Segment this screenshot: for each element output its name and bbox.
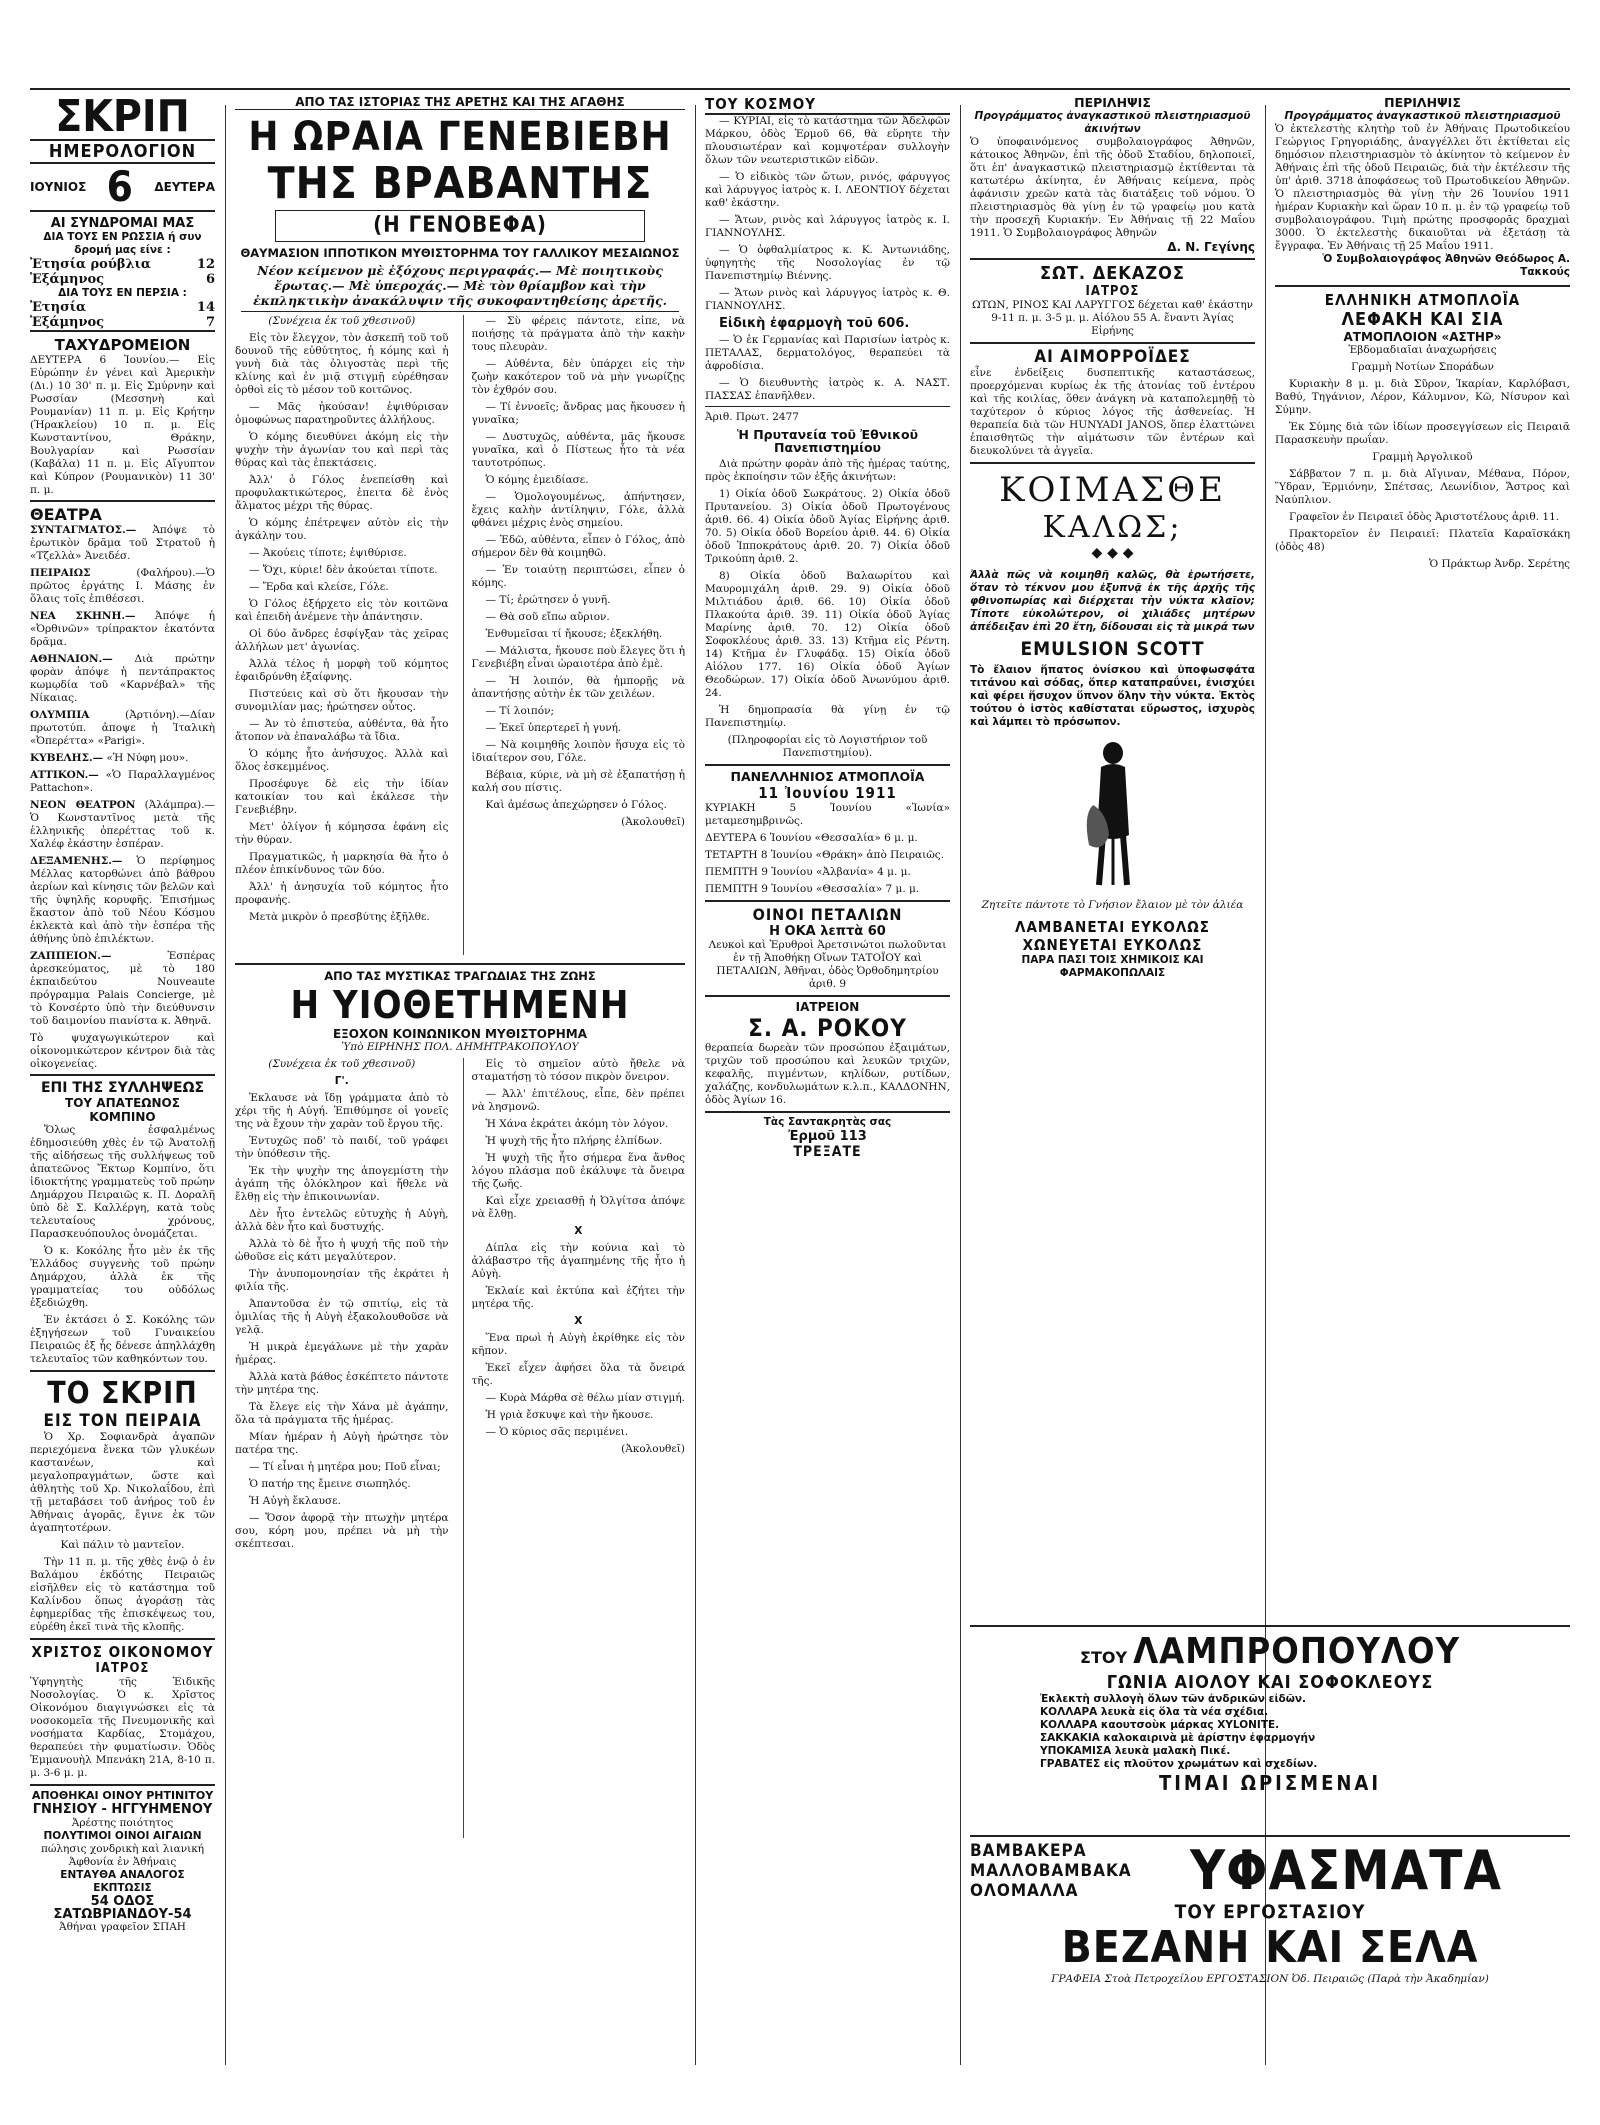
paragraph: — Ἔρδα καὶ κλείσε, Γόλε. <box>249 581 389 593</box>
sailing-line: ΚΥΡΙΑΚΗ 5 Ἰουνίου «Ἰωνία» μεταμεσημβρινῶς. <box>705 802 950 827</box>
serial1-title-1: Η ΩΡΑΙΑ ΓΕΝΕΒΙΕΒΗ <box>248 114 672 160</box>
paragraph: — Ἀκούεις τίποτε; ἐψιθύρισε. <box>249 547 407 559</box>
fabric-left-1: ΒΑΜΒΑΚΕΡΑ <box>970 1841 1087 1861</box>
paragraph: Ὁ πατήρ της ἔμεινε σιωπηλός. <box>249 1478 411 1490</box>
shipping-sub: ΛΕΦΑΚΗ ΚΑΙ ΣΙΑ <box>1341 309 1504 330</box>
theatre-name: ΠΕΙΡΑΙΩΣ <box>30 567 91 579</box>
theatre-text: Ὁ περίφημος Μέλλας κατορθώνει ἀπὸ βάθρου ἀερίων καὶ κίνησις τῶν βελῶν καὶ τῆς ὑψηλῆς κορυφῆς. Ἐπισήμως ἕκαστον ἀπὸ τοῦ Νέου Κόσμου ἐκλεκτὰ καὶ ἀπὸ τὴν ἑσπέρα τῆς ἀθήνης ὑπὸ ἐπιλέκτων. <box>30 855 215 945</box>
auction-block <box>705 764 950 896</box>
paragraph: — Ὁ ἐκ Γερμανίας καὶ Παρισίων ἰατρὸς κ. ΠΕΤΑΛΑΣ, δερματολόγος, θεραπεύει τὰ ἀφροδίσια. <box>705 334 950 372</box>
ornament-icon: ◆ ◆ ◆ <box>1091 545 1134 561</box>
tonic-heading-1: ΑΠΟΘΗΚΑΙ ΟΙΝΟΥ ΡΗΤΙΝΙΤΟΥ <box>30 1784 215 1802</box>
clinic-block <box>705 995 950 1107</box>
serial2-left <box>235 1058 449 1838</box>
shipping-ship: ΑΤΜΟΠΛΟΙΟΝ «ΑΣΤΗΡ» <box>1343 330 1502 344</box>
theatre-text: Διὰ πρώτην φορὰν ἀπόψε ἡ πεντάπρακτος κωμῳδία τοῦ «Καρνέβαλ» τῆς Νίκαιας. <box>30 653 215 704</box>
doctor2-block <box>970 258 1255 338</box>
paragraph: Ἡ γριὰ ἔσκυψε καὶ τὴν ἤκουσε. <box>485 1409 654 1421</box>
auction-heading: ΠΑΝΕΛΛΗΝΙΟΣ ΑΤΜΟΠΛΟΪΑ <box>730 769 925 784</box>
paragraph: — Ὁ κύριος σᾶς περιμένει. <box>485 1426 629 1438</box>
notice1-sign: Δ. Ν. Γεγίνης <box>1167 240 1255 254</box>
paragraph: Εἰδικὴ ἐφαρμογὴ τοῦ 606. <box>719 316 910 331</box>
paragraph: Ἐκεῖ εἶχεν ἀφήσει ὅλα τὰ ὄνειρά τῆς. <box>471 1362 685 1387</box>
paragraph: Ἡ δημοπρασία θὰ γίνῃ ἐν τῷ Πανεπιστημίῳ. <box>705 704 950 729</box>
sleep-text-2: Τὸ ἔλαιον ἥπατος ὀνίσκου καὶ ὑποφωσφάτα τιτάνου καὶ σόδας, ὅπερ καταπραΰνει, ἐνισχύει καὶ φέρει ἥσυχον ὕπνον ὅλην τὴν νύκτα. Ἐκτὸς τούτου ὁ ἱστὸς καθίσταται εὔρωστος, ἰσχυρὸς καὶ λάμπει τὸ πρόσωπον. <box>970 664 1255 728</box>
paragraph: Ὁ Γόλος ἐξήρχετο εἰς τὸν κοιτῶνα καὶ ἐπειδὴ ἀνέμενε τὴν ἀπάντησιν. <box>235 598 449 623</box>
theatre-text: (Φαλήρου).—Ὁ πρῶτος ἐργάτης Ι. Μάσης ἐν ὅλαις τοῖς ἐπιθέσεσι. <box>30 567 215 605</box>
paragraph: — Ἡ λοιπόν, θὰ ἠμπορῇς νὰ ἀπαντήσῃς αὐτὴν ἐκ τῶν χειλέων. <box>471 675 685 700</box>
serial1-subtitle: ΘΑΥΜΑΣΙΟΝ ΙΠΠΟΤΙΚΟΝ ΜΥΘΙΣΤΟΡΗΜΑ ΤΟΥ ΓΑΛΛΙΚΟΥ ΜΕΣΑΙΩΝΟΣ <box>240 246 680 260</box>
masthead-weekday: ΔΕΥΤΕΡΑ <box>154 180 215 194</box>
wine-block <box>705 900 950 991</box>
paragraph: — Μάλιστα, ἤκουσε ποὺ ἔλεγες ὅτι ἡ Γενεβιέβη εἶναι ὡραιοτέρα ἀπὸ ἐμὲ. <box>471 645 685 670</box>
paragraph: Ἀλλὰ τὸ δὲ ἦτο ἡ ψυχή τῆς ποῦ τὴν ὠθοῦσε εἰς κάτι μεγαλύτερον. <box>235 1238 449 1263</box>
theatre-name: ΑΘΗΝΑΙΟΝ.— <box>30 653 113 665</box>
paragraph: — Αὐθέντα, δὲν ὑπάρχει εἰς τὴν ζωὴν κακότερον τοῦ νὰ μὴν γνωρίζῃς τὸν ἐχθρόν σου. <box>471 358 685 396</box>
sub-value: 12 <box>196 257 215 272</box>
sleep-buy-3: ΠΑΡΑ ΠΑΣΙ ΤΟΙΣ ΧΗΜΙΚΟΙΣ ΚΑΙ ΦΑΡΜΑΚΟΠΩΛΑΙΣ <box>1021 954 1204 979</box>
paragraph: Οἱ δύο ἄνδρες ἐσφίγξαν τὰς χεῖρας ἀλλήλων μετ' ἀγωνίας. <box>235 628 449 653</box>
theatre-text: Ἀπόψε ἡ «Ὀρθινῶν» τρίπρακτον ἑκατόντα δρᾶμα. <box>30 610 215 648</box>
paragraph: Ἐκ τὴν ψυχὴν της ἀπογεμίστη τὴν ἀγάπη τῆς ὁλόκληρον καὶ ἤθελε νὰ ἔλθῃ εἰς τὴν ἐπικοινωνίαν. <box>235 1165 449 1203</box>
tonic-line: Ἀθήναι γραφεῖον ΣΠΑΗ <box>59 1921 186 1933</box>
shipping-line: Κυριακὴν 8 μ. μ. διὰ Σῦρον, Ἰκαρίαν, Καρλόβασι, Βαθύ, Τηγάνιον, Λέρον, Κάλυμνον, Κῶ, Νίσυρον καὶ Σύμην. <box>1275 378 1570 416</box>
sleep-caption: Ζητεῖτε πάντοτε τὸ Γνήσιον ἔλαιον μὲ τὸν ἁλιέα <box>981 899 1244 911</box>
section-number: Γ'. <box>334 1075 349 1087</box>
bottom-ad-line-3: ΤΡΕΞΑΤΕ <box>793 1144 862 1160</box>
fisherman-icon <box>970 735 1255 899</box>
subscriptions-russia: ΔΙΑ ΤΟΥΣ ΕΝ ΡΩΣΣΙΑ ή συν δρομή μας είνε : <box>43 231 202 256</box>
paragraph: 8) Οἰκία ὁδοῦ Βαλαωρίτου καὶ Μαυρομιχάλη ἀριθ. 29. 9) Οἰκία ὁδοῦ Μιλτιάδου ἀριθ. 66. 10) Οἰκία ὁδοῦ Πλακούτα ἀριθ. 39. 11) Οἰκία ὁδοῦ Ἁγίας Μαρίνης ἀριθ. 70. 12) Οἰκία ὁδοῦ Σοφοκλέους ἀριθ. 33. 13) Κτῆμα εἰς Ρέντη. 14) Κτῆμα ἐν Γλυφάδᾳ. 15) Οἰκία ὁδοῦ Αἰόλου 177. 16) Οἰκία ὁδοῦ Ἀγίων Θεοδώρων. 17) Οἰκία ὁδοῦ Ἀνωνύμου ἀριθ. 24. <box>705 570 950 699</box>
notice1-text: Ὁ ὑποφαινόμενος συμβολαιογράφος Ἀθηνῶν, κάτοικος Ἀθηνῶν, ἐπὶ τῆς ὁδοῦ Σταδίου, δηλοποιεῖ, ὅτι ἐπ' ἀναγκαστικῷ πλειστηριασμῷ ἐκτίθενται τὰ κατωτέρω ἀκίνητα, ἐν Ἀθήναις κείμενα, πρὸς ἀφάνισιν χρεῶν κατὰ τὰς διατάξεις τοῦ νόμου. Ὁ πλειστηριασμὸς θὰ γίνῃ ἐν τῷ γραφείῳ μου κατὰ τὴν προσεχῆ Κυριακήν. Ἐν Ἀθήναις τῇ 22 Μαΐου 1911. Ὁ Συμβολαιογράφος Ἀθηνῶν <box>970 136 1255 239</box>
lampropoulos-line: ΓΡΑΒΑΤΕΣ εἰς πλοῦτον χρωμάτων καὶ σχεδίων. <box>1040 1758 1318 1770</box>
paragraph: Εἰς τὸν ἔλεγχον, τὸν ἀσκεπῆ τοῦ τοῦ δουνοῦ τῆς εὐθύτητος, ἡ κόμης καὶ ἡ γυνὴ διὰ τὰς ὀλιγοστὰς περὶ τῆς κλίνης καὶ ἐν μιᾷ στιγμῇ εὐρέθησαν ὁρθοὶ εἰς τὸ μέσον τοῦ κοιτῶνος. <box>235 332 449 396</box>
paragraph: — Δυστυχῶς, αὐθέντα, μᾶς ἤκουσε γυναῖκα, καὶ ὁ Πίστεως ἦτο τὰ νέα ταυτοτρόπως. <box>471 431 685 469</box>
university-heading: Ἡ Πρυτανεία τοῦ Ἐθνικοῦ Πανεπιστημίου <box>736 427 919 455</box>
sub-label: Ἐτησία <box>30 300 87 315</box>
serial1-title-3: (Η ΓΕΝΟΒΕΦΑ) <box>275 210 645 242</box>
paragraph: — Τί λοιπόν; <box>485 705 555 717</box>
paragraph: Καὶ ἀμέσως ἀπεχώρησεν ὁ Γόλος. <box>485 799 667 811</box>
paragraph: — Ἄτων ρινὸς καὶ λάρυγγος ἰατρὸς κ. Θ. ΓΙΑΝΝΟΥΛΗΣ. <box>705 287 950 312</box>
lampropoulos-line: ΚΟΛΛΑΡΑ λευκὰ εἰς ὅλα τὰ νέα σχέδια. <box>1040 1706 1269 1718</box>
paragraph: — Ἀλλ' ἐπιτέλους, εἶπε, δὲν πρέπει νὰ λησμονῶ. <box>471 1088 685 1113</box>
wine-price: Η ΟΚΑ λεπτὰ 60 <box>769 924 886 939</box>
theatre-text: (Ἀρτιόνη).—Δίαν πρωτοτύπ. ἀποψε ἡ Ἰταλικὴ «Ὀπερέττα» «Parigi». <box>30 709 215 747</box>
paragraph: Διὰ πρώτην φορὰν ἀπὸ τῆς ἡμέρας ταύτης, πρὸς ἐκποίησιν τῶν ἑξῆς ἀκινήτων: <box>705 458 950 483</box>
paragraph: Ἐκλαίε καὶ ἐκτύπα καὶ ἐζήτει τὴν μητέρα τῆς. <box>471 1285 685 1310</box>
hemorrhoids-heading: ΑΙ ΑΙΜΟΡΡΟΪΔΕΣ <box>1034 347 1191 367</box>
theatre-text: (Ἀλάμπρα).— Ὁ Κωνσταντῖνος μετὰ τῆς ἑλληνικῆς ὀπερέττας τοῦ κ. Χαλέφ ἐκάστην ἑσπέραν. <box>30 799 215 850</box>
fabric-left-2: ΜΑΛΛΟΒΑΜΒΑΚΑ <box>970 1861 1132 1881</box>
column-divider <box>960 105 961 2065</box>
sleep-brand: EMULSION SCOTT <box>1020 638 1205 660</box>
notice2-sign: Ὁ Συμβολαιογράφος Ἀθηνῶν Θεόδωρος Α. Τακκούς <box>1322 253 1570 278</box>
paragraph: Προσέφυγε δὲ εἰς τὴν ἰδίαν κατοικίαν του καὶ ἐκάλεσε τὴν Γενεβιέβην. <box>235 778 449 816</box>
paragraph: — Μᾶς ἠκούσαν! ἐψιθύρισαν ὁμοφώνως παρατηροῦντες ἀλλήλους. <box>235 401 449 426</box>
paragraph: Ἀλλ' ὁ Γόλος ἐνεπείσθη καὶ προφυλακτικώτερος, ἐπειτα δὲ ἐνὸς ἄλματος μέχρι τῆς θύρας. <box>235 474 449 512</box>
continued-note: (Συνέχεια ἐκ τοῦ χθεσινοῦ) <box>268 315 416 327</box>
shipping-line: Γραφεῖον ἐν Πειραιεῖ ὁδὸς Ἀριστοτέλους ἀριθ. 11. <box>1289 511 1560 523</box>
clinic-text: θεραπεία δωρεὰν τῶν προσώπου ἐξαιμάτων, τριχῶν τοῦ προσώπου καὶ λευκῶν τριχῶν, κεφαλῆς, πιγμέντων, κηλίδων, ρυτίδων, χαλάζης, κονδυλωμάτων κ.λ.π., ΚΑΛΔΟΝΗΝ, ὁδὸς Ἀγίων 16. <box>705 1042 950 1106</box>
paragraph: Ἀλλὰ τέλος ἡ μορφὴ τοῦ κόμητος ἐφαιδρύνθη ἐξαίφνης. <box>235 658 449 683</box>
paragraph: Μετὰ μικρὸν ὁ πρεσβύτης ἐξῆλθε. <box>249 911 430 923</box>
paragraph: — Ὅσον ἀφορᾷ τὴν πτωχὴν μητέρα σου, κόρη μου, πρέπει νὰ μὴ τὴν σκέπτεσαι. <box>235 1512 449 1550</box>
paragraph: Βέβαια, κύριε, νὰ μὴ σὲ ἐξαπατήσῃ ἡ καλή σου πίστις. <box>471 769 685 794</box>
paragraph: 1) Οἰκία ὁδοῦ Σωκράτους. 2) Οἰκία ὁδοῦ Πρυτανείου. 3) Οἰκία ὁδοῦ Πρωτογένους ἀριθ. 66. 4) Οἰκία ὁδοῦ Ἀγίας Εἰρήνης ἀριθ. 70. 5) Οἰκία ὁδοῦ Βορείου ἀριθ. 44. 6) Οἰκία ὁδοῦ Ἱπποκράτους ἀριθ. 20. 7) Οἰκία ὁδοῦ Τρικούπη ἀριθ. 2. <box>705 488 950 565</box>
paragraph: Τὴν ἀνυπομονησίαν τῆς ἐκράτει ἡ φιλία τῆς. <box>235 1268 449 1293</box>
theatre-name: ΣΥΝΤΑΓΜΑΤΟΣ.— <box>30 524 137 536</box>
serial1-left <box>235 315 449 955</box>
serial1-right <box>463 315 686 955</box>
paragraph: — Ὁ διευθυντὴς ἰατρὸς κ. Α. ΝΑΣΤ. ΠΑΣΣΑΣ ἐπανῆλθεν. <box>705 377 950 407</box>
column-serials <box>235 95 685 2085</box>
masthead-month: ΙΟΥΝΙΟΣ <box>30 180 87 194</box>
sub-label: Ἑξάμηνος <box>30 272 105 287</box>
paragraph: Πιστεύεις καὶ σὺ ὅτι ἤκουσαν τὴν συνομιλίαν μας; ἠρώτησεν οὗτος. <box>235 688 449 713</box>
notice2-text: Ὁ ἐκτελεστὴς κλητὴρ τοῦ ἐν Ἀθήναις Πρωτοδικείου Γεώργιος Γρηγοριάδης, ἀναγγέλλει ὅτι ἐκτίθεται εἰς δημόσιον πλειστηριασμὸν τὸ ἀκίνητον τὸ κείμενον ἐν Ἀθήναις ἐπὶ τῆς ὁδοῦ Πειραιῶς, διὰ τὴν ἐκτέλεσιν τῆς ὑπ' ἀριθ. 3718 ἀποφάσεως τοῦ Πρωτοδικείου Ἀθηνῶν. Ὁ πλειστηριασμὸς θὰ γίνῃ τὴν 26 Ἰουνίου 1911 ἡμέραν Κυριακὴν καὶ ὥραν 10 π. μ. ἐν τῷ γραφείῳ τοῦ συμβολαιογράφου. Τιμὴ πρώτης προσφορᾶς δραχμαὶ 3000. Ὁ ἐκτελεστὴς δικαιοῦται νὰ ἐξετάσῃ τὰ ἔγγραφα. Ἐν Ἀθήναις τῇ 25 Μαΐου 1911. <box>1275 123 1570 252</box>
lampropoulos-line: ΚΟΛΛΑΡΑ καουτσοὺκ μάρκας XYLONITE. <box>1040 1719 1280 1731</box>
bottom-ad <box>705 1111 950 1160</box>
paragraph: — Ἐν τοιαύτῃ περιπτώσει, εἶπεν ὁ κόμης. <box>471 564 685 589</box>
notice1-heading: ΠΕΡΙΛΗΨΙΣ <box>1074 95 1151 110</box>
subscriptions-persia: ΔΙΑ ΤΟΥΣ ΕΝ ΠΕΡΣΙΑ : <box>58 287 187 299</box>
paragraph: — Ὄχι, κύριε! δὲν ἀκούεται τίποτε. <box>249 564 438 576</box>
paragraph: Ἐκλαυσε νὰ ἴδῃ γράμματα ἀπὸ τὸ χέρι τῆς ἡ Αὐγή. Ἐπιθύμησε οἱ γονεῖς της νὰ ἔχουν τὴν χαρὰν τοῦ ἔργου τῆς. <box>235 1092 449 1130</box>
serial2-right <box>463 1058 686 1838</box>
paragraph: Μίαν ἡμέραν ἡ Αὐγὴ ἠρώτησε τὸν πατέρα της. <box>235 1431 449 1456</box>
paragraph: Ἀλλ' ἡ ἀνησυχία τοῦ κόμητος ἦτο προφανής. <box>235 881 449 906</box>
paragraph: — Ὁμολογουμένως, ἀπήντησεν, ἔχεις καλὴν ἀντίληψιν, Γόλε, ἀλλὰ φθάνει μέχρις ἐνὸς σημείου. <box>471 491 685 529</box>
fabric-address: ΓΡΑΦΕΙΑ Στοὰ Πετροχείλου ΕΡΓΟΣΤΑΣΙΟΝ Ὀδ. Πειραιῶς (Παρὰ τὴν Ἀκαδημίαν) <box>1051 1973 1489 1985</box>
theatres-list <box>30 524 215 1076</box>
auction-lines <box>705 802 950 896</box>
paragraph: Ἡ ψυχὴ τῆς ἦτο πλήρης ἐλπίδων. <box>485 1135 663 1147</box>
serial1-deck: Νέον κείμενον μὲ ἐξόχους περιγραφάς.— Μὲ ποιητικοὺς ἔρωτας.— Μὲ ὑπεροχάς.— Μὲ τὸν θρίαμβον καὶ τὴν ἐκπληκτικὴν ἀνακάλυψιν τῆς συκοφαντηθείσης ἀρετῆς. <box>241 263 679 312</box>
theatre-text: «Ἡ Νύφη μου». <box>106 752 189 764</box>
shipping-line: Πρακτορεῖον ἐν Πειραιεῖ: Πλατεῖα Καραϊσκάκη (ὁδὸς 48) <box>1275 528 1570 553</box>
paragraph: Ἡ ψυχὴ τῆς ἦτο σήμερα ἕνα ἄνθος λόγου πλάσμα ποῦ ἐκάλυψε τὰ ὄνειρα τῆς ζωῆς. <box>471 1152 685 1190</box>
serial2-columns <box>235 1058 685 1838</box>
shipping-line: Ἐκ Σύμης διὰ τῶν ἰδίων προσεγγίσεων εἰς Πειραιᾶ Παρασκευὴν πρωΐαν. <box>1275 421 1570 446</box>
lampropoulos-pre: ΣΤΟΥ <box>1080 1648 1128 1667</box>
piraeus-body <box>30 1431 215 1634</box>
paragraph: Ὁ Χρ. Σοφιανδρὰ ἀγαπῶν περιεχόμενα ἔνεκα τῶν γλυκέων καστανέων, καὶ μεγαλοπραγμάτων, ὥστε καὶ ἀθλητὴς τοῦ Χρ. Νικολαΐδου, ἐπὶ τῇ μεταβάσει τοῦ ἀνήρος τοῦ ἐν Ἀθήναις ἀγορᾶς, ἔγινε ἐκ τῶν ἀγαπητοτέρων. <box>30 1431 215 1534</box>
theatre-name: ΔΕΞΑΜΕΝΗΣ.— <box>30 855 123 867</box>
tonic-line: Ἀρέστης ποιότητος <box>71 1817 174 1829</box>
to-be-continued: (Ἀκολουθεῖ) <box>621 816 685 828</box>
paragraph: — Ἀν τὸ ἐπιστεύα, αὐθέντα, θὰ ἦτο ἄτοπον νὰ ἐπαναλάβω τὰ ἴδια. <box>235 718 449 743</box>
shipping-heading: ΕΛΛΗΝΙΚΗ ΑΤΜΟΠΛΟΪΑ <box>1324 291 1521 309</box>
paragraph: Ἡ Αὐγὴ ἔκλαυσε. <box>249 1495 341 1507</box>
theatre-name: ΟΛΥΜΠΙΑ <box>30 709 90 721</box>
paragraph: — Σὺ φέρεις πάντοτε, εἶπε, νὰ ποιήσῃς τὰ πράγματα ἀπὸ τὴν κακὴν τους πλευρὰν. <box>471 315 685 353</box>
paragraph: Ἕνα πρωὶ ἡ Αὐγὴ ἐκρίθηκε εἰς τὸν κῆπον. <box>471 1332 685 1357</box>
fabric-factory: ΤΟΥ ΕΡΓΟΣΤΑΣΙΟΥ <box>1174 1901 1366 1923</box>
lampropoulos-line: ΣΑΚΚΑΚΙΑ καλοκαιρινὰ μὲ ἀρίστην ἐφαρμογήν <box>1040 1732 1316 1744</box>
piraeus-heading-2: ΕΙΣ ΤΟΝ ΠΕΙΡΑΙΑ <box>43 1411 202 1431</box>
newspaper-page <box>30 95 1570 2085</box>
notice1-sub: Προγράμματος ἀναγκαστικοῦ πλειστηριασμοῦ ἀκινήτων <box>974 110 1251 135</box>
serial2 <box>235 963 685 1838</box>
paragraph: Δὲν ἦτο ἐντελῶς εὐτυχὴς ἡ Αὐγὴ, ἀλλὰ δὲν ἦτο καὶ δυστυχής. <box>235 1208 449 1233</box>
fabric-left-3: ΟΛΟΜΑΛΛΑ <box>970 1881 1079 1901</box>
theatres-heading: ΘΕΑΤΡΑ <box>30 505 102 524</box>
shipping-line: Γραμμὴ Νοτίων Σποράδων <box>1351 361 1494 373</box>
lampropoulos-prices: ΤΙΜΑΙ ΩΡΙΣΜΕΝΑΙ <box>1158 1771 1382 1795</box>
paragraph: Ἐνθυμεῖσαι τί ἤκουσε; ἐξεκλήθη. <box>485 628 663 640</box>
paragraph: Πραγματικῶς, ἡ μαρκησία θὰ ἦτο ὁ πλέον ἐπικίνδυνος τῶν δύο. <box>235 851 449 876</box>
doctor-text: Ὑφηγητὴς τῆς Ἐιδικῆς Νοσολογίας. Ὁ κ. Χρῖστος Οἰκονόμου διαγιγνώσκει εἰς τὰ νοσοκομεῖα τῆς Πνευμονικῆς καὶ νοσήματα Καρδίας, Στομάχου, θεραπεύει τὴν φυματίωσιν. Ὁδὸς Ἐμμανουὴλ Μπενάκη 21Α, 8-10 π. μ. 3-6 μ. μ. <box>30 1676 215 1779</box>
tonic-lines <box>30 1817 215 1934</box>
paragraph: — Τί; ἐρώτησεν ὁ γυνῆ. <box>485 594 611 606</box>
theatre-text: «Ὁ Παραλλαγμένος Pattachon». <box>30 769 215 794</box>
paragraph: Ὁ κόμης ἐμειδίασε. <box>485 474 589 486</box>
serial1-kicker: ΑΠΟ ΤΑΣ ΙΣΤΟΡΙΑΣ ΤΗΣ ΑΡΕΤΗΣ ΚΑΙ ΤΗΣ ΑΓΑΘΗΣ <box>235 95 685 110</box>
world-body <box>705 115 950 760</box>
theatre-name: ΝΕΟΝ ΘΕΑΤΡΟΝ <box>30 799 136 811</box>
sleep-buy-2: ΧΩΝΕΥΕΤΑΙ ΕΥΚΟΛΩΣ <box>1022 936 1203 954</box>
lampropoulos-name: ΛΑΜΠΡΟΠΟΥΛΟΥ <box>1133 1631 1460 1672</box>
paragraph: — Τί εἶναι ἡ μητέρα μου; Ποῦ εἶναι; <box>249 1461 441 1473</box>
subscriptions-heading: ΑΙ ΣΥΝΔΡΟΜΑΙ ΜΑΣ <box>50 216 195 231</box>
shipping-lines <box>1275 344 1570 571</box>
paragraph: — Θὰ σοῦ εἴπω αὔριον. <box>485 611 610 623</box>
section-break: X <box>574 1225 583 1237</box>
paragraph: — Ὁ εἰδικὸς τῶν ὤτων, ρινός, φάρυγγος καὶ λάρυγγος ἰατρὸς κ. Ι. ΛΕΟΝΤΙΟΥ δέχεται καθ' ἑκάστην. <box>705 171 950 209</box>
paragraph: Ἡ μικρὰ ἐμεγάλωνε μὲ τὴν χαρὰν ἡμέρας. <box>235 1341 449 1366</box>
masthead-subtitle: ΗΜΕΡΟΛΟΓΙΟΝ <box>30 139 215 164</box>
column-world <box>705 95 950 2085</box>
shipping-line: Ἐβδομαδιαῖαι ἀναχωρήσεις <box>1348 344 1497 356</box>
column-divider <box>695 105 696 2065</box>
paragraph: — Ὁ ὀφθαλμίατρος κ. Κ. Ἀντωνιάδης, ὑφηγητὴς τῆς Νοσολογίας ἐν τῷ Πανεπιστημίῳ Βιέννης. <box>705 244 950 282</box>
column-calendar <box>30 95 215 2085</box>
theatre-text: Ἀπόψε τὸ ἐρωτικὸν δρᾶμα τοῦ Στρατοῦ ἡ «Τζελλὰ» Ἀνειδέσ. <box>30 524 215 562</box>
bottom-ad-line-1: Τὰς Σαντακρητὰς σας <box>763 1116 892 1128</box>
paragraph: — Τί ἐννοεῖς; ἄνδρας μας ἤκουσεν ἡ γυναῖκα; <box>471 401 685 426</box>
paragraph: Ὁ κόμης ἦτο ἀνήσυχος. Ἀλλὰ καὶ ὅλος ἐσκεμμένος. <box>235 748 449 773</box>
theatre-name: ΚΥΒΕΛΗΣ.— <box>30 752 104 764</box>
sleep-heading-2: ΚΑΛΩΣ; <box>1042 510 1183 545</box>
sleep-buy-1: ΛΑΜΒΑΝΕΤΑΙ ΕΥΚΟΛΩΣ <box>1015 918 1210 936</box>
paragraph: Καὶ πάλιν τὸ μαντεῖον. <box>60 1539 185 1551</box>
paragraph: Ὁ κόμης ἐπέτρεψεν αὐτὸν εἰς τὴν ἀγκάλην του. <box>235 517 449 542</box>
shipping-line: Σάββατον 7 π. μ. διὰ Αἴγιναν, Μέθανα, Πόρον, Ὕδραν, Ἑρμιόνην, Σπέτσας, Λεωνίδιον, Ἄστρος καὶ Ναύπλιον. <box>1275 468 1570 506</box>
paragraph: Ἀλλὰ κατὰ βάθος ἐσκέπτετο πάντοτε τὴν μητέρα της. <box>235 1371 449 1396</box>
post-heading: ΤΑΧΥΔΡΟΜΕΙΟΝ <box>54 336 191 354</box>
theatre-text: Τὸ ψυχαγωγικώτερον καὶ οἰκονομικώτερον κέντρον διὰ τὰς οἰκογενείας. <box>30 1032 215 1070</box>
piraeus-heading-1: ΤΟ ΣΚΡΙΠ <box>30 1370 215 1411</box>
post-text: ΔΕΥΤΕΡΑ 6 Ἰουνίου.— Εἰς Εὐρώπην ἐν γένει καὶ Ἀμερικὴν (Δι.) 10 30' π. μ. Εἰς Σμύρνην καὶ Ρωσσίαν (Μεσσηνὴ καὶ Ρουμανίαν) 11 π. μ. Εἰς Κρήτην (Ἡρακλείου) 10 π. μ. Εἰς Κωνσταντίνου, Θράκην, Βουλγαρίαν καὶ Ρωσσίαν (Καβάλα) 11 π. μ. Εἰς Αἴγυπτον καὶ Κύπρον (Ρουμανικὸν) 11 30' π. μ. <box>30 354 215 502</box>
tonic-line: πώλησις χονδρικὴ καὶ λιανική <box>40 1843 205 1855</box>
paragraph: Δίπλα εἰς τὴν κούνια καὶ τὸ ἀλάβαστρο τῆς ἀγαπημένης τῆς ἦτο ἡ Αὐγὴ. <box>471 1242 685 1280</box>
fabric-brand: ΒΕΖΑΝΗ ΚΑΙ ΣΕΛΑ <box>1061 1922 1479 1973</box>
paragraph: Μετ' ὀλίγον ἡ κόμησσα ἐφάνη εἰς τὴν θύραν. <box>235 821 449 846</box>
paragraph: — ΚΥΡΙΑΙ, εἰς τὸ κατάστημα τῶν Ἀδελφῶν Μάρκου, ὁδὸς Ἑρμοῦ 66, θὰ εὕρητε τὴν πλουσιωτέραν καὶ κομψοτέραν συλλογὴν ὅλων τῶν νεωτεριστικῶν εἰδῶν. <box>705 115 950 166</box>
tonic-line: 54 ΟΔΟΣ ΣΑΤΩΒΡΙΑΝΔΟΥ-54 <box>53 1894 192 1922</box>
clinic-kicker: ΙΑΤΡΕΙΟΝ <box>795 1000 860 1014</box>
fabric-big: ΥΦΑΣΜΑΤΑ <box>1190 1839 1502 1902</box>
wine-text: Λευκοὶ καὶ Ἐρυθροὶ Ἀρετσινώτοι πωλοῦνται ἐν τῇ Ἀποθήκῃ Οἴνων ΤΑΤΟΪΟΥ καὶ ΠΕΤΑΛΙΩΝ, Ἀθῆναι, ὁδὸς Ὀρθοδημητρίου ἀριθ. 9 <box>708 939 947 990</box>
arrest-body <box>30 1124 215 1366</box>
lampropoulos-corner: ΓΩΝΙΑ ΑΙΟΛΟΥ ΚΑΙ ΣΟΦΟΚΛΕΟΥΣ <box>1106 1672 1434 1693</box>
serial2-kicker: ΑΠΟ ΤΑΣ ΜΥΣΤΙΚΑΣ ΤΡΑΓΩΔΙΑΣ ΤΗΣ ΖΩΗΣ <box>324 969 596 983</box>
doctor-title: ΙΑΤΡΟΣ <box>95 1661 150 1676</box>
theatre-name: ΝΕΑ ΣΚΗΝΗ.— <box>30 610 136 622</box>
serial2-subtitle: ΕΞΟΧΟΝ ΚΟΙΝΩΝΙΚΟΝ ΜΥΘΙΣΤΟΡΗΜΑ <box>332 1027 588 1041</box>
sailing-line: ΠΕΜΠΤΗ 9 Ἰουνίου «Θεσσαλία» 7 μ. μ. <box>705 883 920 895</box>
paragraph: — Ἐδῶ, αὐθέντα, εἶπεν ὁ Γόλος, ἀπὸ σήμερον δὲν θὰ κοιμηθῶ. <box>471 534 685 559</box>
doctor2-name: ΣΩΤ. ΔΕΚΑΖΟΣ <box>1040 263 1185 284</box>
paragraph: — Νὰ κοιμηθῆς λοιπὸν ἥσυχα εἰς τὸ ἰδιαίτερον σου, Γόλε. <box>471 739 685 764</box>
paragraph: Τὰ ἔλεγε εἰς τὴν Χάνα μὲ ἀγάπην, ὅλα τὰ πράγματα τῆς ἡμέρας. <box>235 1401 449 1426</box>
paragraph: Ἀπαντοῦσα ἐν τῷ σπιτίῳ, εἰς τὰ ὁμιλίας τῆς ἡ Αὐγὴ ἐξακολουθοῦσε νὰ γελᾷ. <box>235 1298 449 1336</box>
top-rule <box>30 88 1570 90</box>
arrest-heading-2: ΤΟΥ ΑΠΑΤΕΩΝΟΣ ΚΟΜΠΙΝΟ <box>65 1096 180 1124</box>
paragraph: Εἰς τὸ σημεῖον αὐτὸ ἤθελε νὰ σταματήσῃ τὸ τόσον πικρὸν ὅνειρον. <box>471 1058 685 1083</box>
doctor2-text: ΩΤΩΝ, ΡΙΝΟΣ ΚΑΙ ΛΑΡΥΓΓΟΣ δέχεται καθ' ἑκάστην 9-11 π. μ. 3-5 μ. μ. Αἰόλου 55 Α. ἔναντι Ἁγίας Εἰρήνης <box>971 299 1254 337</box>
paragraph: — Ἄτων, ρινὸς καὶ λάρυγγος ἰατρὸς κ. Ι. ΓΙΑΝΝΟΥΛΗΣ. <box>705 214 950 239</box>
doctor2-title: ΙΑΤΡΟΣ <box>1085 284 1140 299</box>
tonic-line: Ἀφθονία ἐν Ἀθήναις <box>68 1856 177 1868</box>
paragraph: — Κυρὰ Μάρθα σὲ θέλω μίαν στιγμή. <box>485 1392 685 1404</box>
scott-ad <box>970 462 1255 980</box>
hemorrhoids-text: εἶνε ἐνδείξεις δυσπεπτικῆς καταστάσεως, προερχόμεναι κυρίως ἐκ τῆς ἀτονίας τοῦ ἐντέρου καὶ τῆς κοιλίας, ὅθεν ἀνάγκη νὰ καταπολεμηθῇ τὸ ταχύτερον ὁ κύριος λόγος τῆς ἀσθενείας. Ἡ θεραπεία διὰ τῶν HUNYADI JANOS, ὅπερ ἐλαττώνει ἐπαισθητῶς τὴν αἱμάτωσιν τῶν ἐντέρων καὶ διευκολύνει τὰ ἀγγεῖα. <box>970 367 1255 457</box>
paragraph: (Πληροφορίαι εἰς τὸ Λογιστήριον τοῦ Πανεπιστημίου). <box>727 734 928 759</box>
section-break: X <box>574 1315 583 1327</box>
lampropoulos-lines <box>970 1693 1570 1771</box>
auction-date: 11 Ἰουνίου 1911 <box>758 784 897 802</box>
column-ads-2 <box>1275 95 1570 1615</box>
hemorrhoids-block <box>970 342 1255 458</box>
protocol-number: Ἀριθ. Πρωτ. 2477 <box>705 411 799 423</box>
world-heading: ΤΟΥ ΚΟΣΜΟΥ <box>705 95 950 115</box>
masthead-title: ΣΚΡΙΠ <box>55 95 190 142</box>
sleep-text: Ἀλλὰ πῶς νὰ κοιμηθῆ καλῶς, θὰ ἐρωτήσετε, ὅταν τὸ τέκνον μου ἐξυπνᾷ ἐκ τῆς ἀρχῆς τῆς φθινοπωρίας καὶ διέρχεται τὴν νύκτα κλαῖον; Τίποτε εὐκολώτερον, οἱ χιλιάδες μητέρων ἀπέδειξαν ἐπὶ 20 ἔτη, δίδουσαι εἰς τὰ μικρά των <box>970 569 1255 633</box>
lampropoulos-line: Ἐκλεκτὴ συλλογὴ ὅλων τῶν ἀνδρικῶν εἰδῶν. <box>1040 1693 1307 1705</box>
paragraph: Καὶ εἶχε χρειασθῇ ἡ Ὀλγίτσα ἀπόψε νὰ ἔλθῃ. <box>471 1195 685 1220</box>
notice2-heading: ΠΕΡΙΛΗΨΙΣ <box>1384 95 1461 110</box>
lampropoulos-ad <box>970 1625 1570 1795</box>
paragraph: Ὁ κόμης διευθύνει ἀκόμη εἰς τὴν ψυχὴν τὴν ἀγωνίαν του καὶ περὶ τὰς θύρας καὶ τὰς ἐπεκτάσεις. <box>235 431 449 469</box>
clinic-name: Σ. Α. ΡΟΚΟΥ <box>748 1014 907 1042</box>
serial1-columns <box>235 315 685 955</box>
sleep-heading-1: ΚΟΙΜΑΣΘΕ <box>999 470 1226 510</box>
theatre-name: ATTIKON.— <box>30 769 99 781</box>
sailing-line: ΤΕΤΑΡΤΗ 8 Ἰουνίου «Θράκη» ἀπὸ Πειραιῶς. <box>705 849 944 861</box>
doctor-name: ΧΡΙΣΤΟΣ ΟΙΚΟΝΟΜΟΥ <box>30 1638 215 1661</box>
arrest-heading-1: ΕΠΙ ΤΗΣ ΣΥΛΛΗΨΕΩΣ <box>40 1080 205 1096</box>
paragraph: Τὴν 11 π. μ. τῆς χθὲς ἐνῷ ὁ ἐν Βαλάμου ἐκδότης Πειραιῶς εἰσῆλθεν εἰς τὸ κατάστημα τοῦ Καλίνδου ὅπως ἀγοράσῃ τὰς ἐφημερίδας τῆς ἐπισκέψεως του, εὐρέθη ἐκεῖ τινὰ τῆς κλοπῆς. <box>30 1556 215 1633</box>
shipping-line: Γραμμὴ Ἀργολικοῦ <box>1372 451 1473 463</box>
sub-value: 7 <box>205 315 215 330</box>
tonic-line: ΠΟΛΥΤΙΜΟΙ ΟΙΝΟΙ ΑΙΓΑΙΩΝ <box>43 1830 202 1842</box>
fabric-ad <box>970 1835 1570 1986</box>
paragraph: — Ἐκεῖ ὑπερτερεῖ ἡ γυνή. <box>485 722 622 734</box>
wine-heading: ΟΙΝΟΙ ΠΕΤΑΛΙΩΝ <box>752 905 903 924</box>
paragraph: Ἐντυχῶς ποδ' τὸ παιδί, τοῦ γράφει τὴν ὑπόθεσιν τῆς. <box>235 1135 449 1160</box>
sub-label: Ἑξάμηνος <box>30 315 105 330</box>
theatre-text: Ἐσπέρας ἀρεσκεύματος, μὲ τὸ 180 ἐκπαιδεύτου Nouveaute πρόγραμμα Palais Concierge, μὲ τὸ Κονσέρτο ὑπὸ τὴν διεύθυνσιν τοῦ δαιμονίου πιανίστα κ. Ἀθηνᾶ. <box>30 950 215 1027</box>
notice2-sub: Προγράμματος ἀναγκαστικοῦ πλειστηριασμοῦ <box>1284 110 1561 122</box>
serial2-author: Ὑπὸ ΕΙΡΗΝΗΣ ΠΟΛ. ΔΗΜΗΤΡΑΚΟΠΟΥΛΟΥ <box>341 1041 579 1053</box>
paragraph: Ἐν ἐκτάσει ὁ Σ. Κοκόλης τῶν ἐξηγήσεων τοῦ Γυναικείου Πειραιῶς ἐξ ἧς δένεσε ἀπηλλάχθη τελευταῖος τῶν καθηκόντων του. <box>30 1314 215 1365</box>
serial1-title-2: ΤΗΣ ΒΡΑΒΑΝΤΗΣ <box>267 158 653 209</box>
to-be-continued: (Ἀκολουθεῖ) <box>621 1443 685 1455</box>
shipping-block <box>1275 285 1570 571</box>
theatre-name: ΖΑΠΠΕΙΟΝ.— <box>30 950 112 962</box>
sub-label: Ἐτησία ρούβλια <box>30 257 151 272</box>
serial2-title: Η ΥΙΟΘΕΤΗΜΕΝΗ <box>290 983 630 1027</box>
tonic-heading-2: ΓΝΗΣΙΟΥ - ΗΓΓΥΗΜΕΝΟΥ <box>32 1802 213 1817</box>
bottom-ad-line-2: Ἐρμοῦ 113 <box>788 1129 867 1144</box>
sailing-line: ΠΕΜΠΤΗ 9 Ἰουνίου «Ἀλβανία» 4 μ. μ. <box>705 866 911 878</box>
masthead-day: 6 <box>106 162 134 211</box>
column-divider <box>225 105 226 2065</box>
continued-note: (Συνέχεια ἐκ τοῦ χθεσινοῦ) <box>268 1058 416 1070</box>
lampropoulos-line: ΥΠΟΚΑΜΙΣΑ λευκὰ μαλακὴ Πικέ. <box>1040 1745 1231 1757</box>
paragraph: Ὁ κ. Κοκόλης ἦτο μὲν ἐκ τῆς Ἐλλάδος συγγενὴς τοῦ πρώην Δημάρχου, ἀλλὰ ἐκ τῆς γραμματείας του οὐδόλως ἐξεδιώχθη. <box>30 1245 215 1309</box>
paragraph: Ἡ Χάνα ἐκράτει ἀκόμη τὸν λόγον. <box>485 1118 669 1130</box>
paragraph: Ὅλως ἐσφαλμένως ἐδημοσιεύθη χθὲς ἐν τῷ Ἀνατολῇ τῆς αἰδήσεως τῆς συλλήψεως τοῦ ἀπατεῶνος Ἔκτωρ Κομπίνο, ὅτι ἰδιοκτήτης γραμματεὺς τοῦ πρώην Δημάρχου Πειραιῶς κ. Π. Δοραλῆ ὑπὸ δὲ Σ. Καλλέργη, κατὰ τοὺς τελευταίους χρόνους, Παρασκευόπουλος ὁνομάζεται. <box>30 1124 215 1240</box>
sub-value: 14 <box>196 300 215 315</box>
tonic-line: ΕΝΤΑΥΘΑ ΑΝΑΛΟΓΟΣ ΕΚΠΤΩΣΙΣ <box>60 1869 185 1894</box>
shipping-line: Ὁ Πράκτωρ Ἀνδρ. Σερέτης <box>1429 558 1570 570</box>
sailing-line: ΔΕΥΤΕΡΑ 6 Ἰουνίου «Θεσσαλία» 6 μ. μ. <box>705 832 918 844</box>
sub-value: 6 <box>205 272 215 287</box>
